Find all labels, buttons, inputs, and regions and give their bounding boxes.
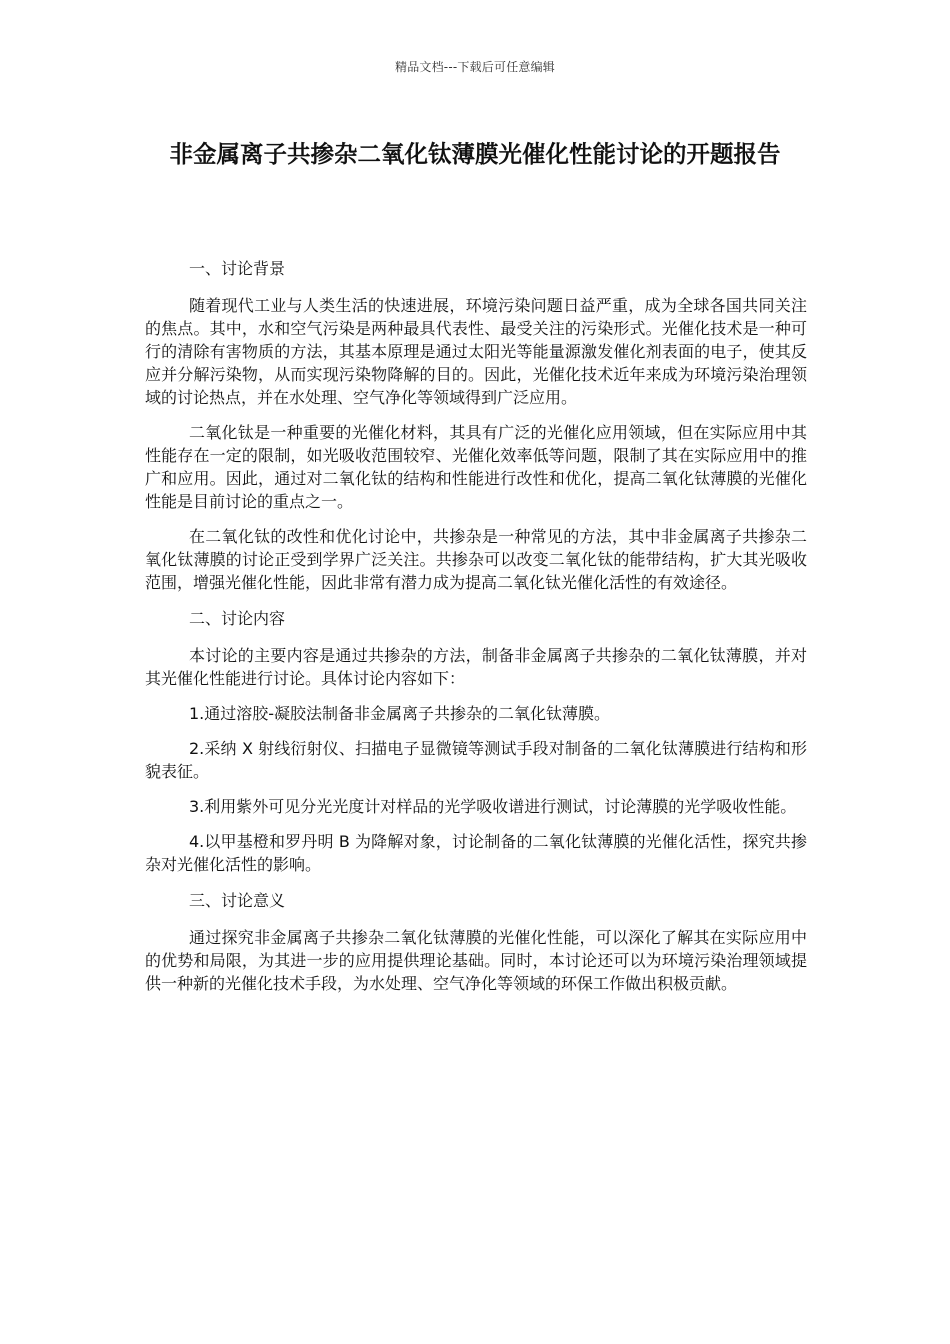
paragraph: 二氧化钛是一种重要的光催化材料，其具有广泛的光催化应用领域，但在实际应用中其性能存在一定的限制，如光吸收范围较窄、光催化效率低等问题，限制了其在实际应用中的推广和应用。因此，通过对二氧化钛的结构和性能进行改性和优化，提高二氧化钛薄膜的光催化性能是目前讨论的重点之一。 [145, 423, 807, 511]
section-heading: 一、讨论背景 [189, 259, 286, 278]
section-significance [145, 888, 807, 995]
section-background [145, 256, 807, 594]
section-heading: 二、讨论内容 [189, 609, 286, 628]
list-item: 3.利用紫外可见分光光度计对样品的光学吸收谱进行测试，讨论薄膜的光学吸收性能。 [189, 797, 797, 816]
paragraph: 本讨论的主要内容是通过共掺杂的方法，制备非金属离子共掺杂的二氧化钛薄膜，并对其光催化性能进行讨论。具体讨论内容如下： [145, 646, 807, 688]
header-note: 精品文档---下载后可任意编辑 [395, 60, 555, 74]
section-heading: 三、讨论意义 [189, 891, 286, 910]
list-item: 2.采纳 X 射线衍射仪、扫描电子显微镜等测试手段对制备的二氧化钛薄膜进行结构和形貌表征。 [145, 739, 807, 781]
paragraph: 通过探究非金属离子共掺杂二氧化钛薄膜的光催化性能，可以深化了解其在实际应用中的优势和局限，为其进一步的应用提供理论基础。同时，本讨论还可以为环境污染治理领域提供一种新的光催化技术手段，为水处理、空气净化等领域的环保工作做出积极贡献。 [145, 928, 807, 993]
paragraph: 随着现代工业与人类生活的快速进展，环境污染问题日益严重，成为全球各国共同关注的焦点。其中，水和空气污染是两种最具代表性、最受关注的污染形式。光催化技术是一种可行的清除有害物质的方法，其基本原理是通过太阳光等能量源激发催化剂表面的电子，使其反应并分解污染物，从而实现污染物降解的目的。因此，光催化技术近年来成为环境污染治理领域的讨论热点，并在水处理、空气净化等领域得到广泛应用。 [145, 296, 807, 407]
list-item: 1.通过溶胶-凝胶法制备非金属离子共掺杂的二氧化钛薄膜。 [189, 704, 611, 723]
document-body [145, 256, 807, 1007]
section-content [145, 606, 807, 876]
list-item: 4.以甲基橙和罗丹明 B 为降解对象，讨论制备的二氧化钛薄膜的光催化活性，探究共掺杂对光催化活性的影响。 [145, 832, 807, 874]
document-title: 非金属离子共掺杂二氧化钛薄膜光催化性能讨论的开题报告 [169, 140, 781, 168]
paragraph: 在二氧化钛的改性和优化讨论中，共掺杂是一种常见的方法，其中非金属离子共掺杂二氧化钛薄膜的讨论正受到学界广泛关注。共掺杂可以改变二氧化钛的能带结构，扩大其光吸收范围，增强光催化性能，因此非常有潜力成为提高二氧化钛光催化活性的有效途径。 [145, 527, 807, 592]
